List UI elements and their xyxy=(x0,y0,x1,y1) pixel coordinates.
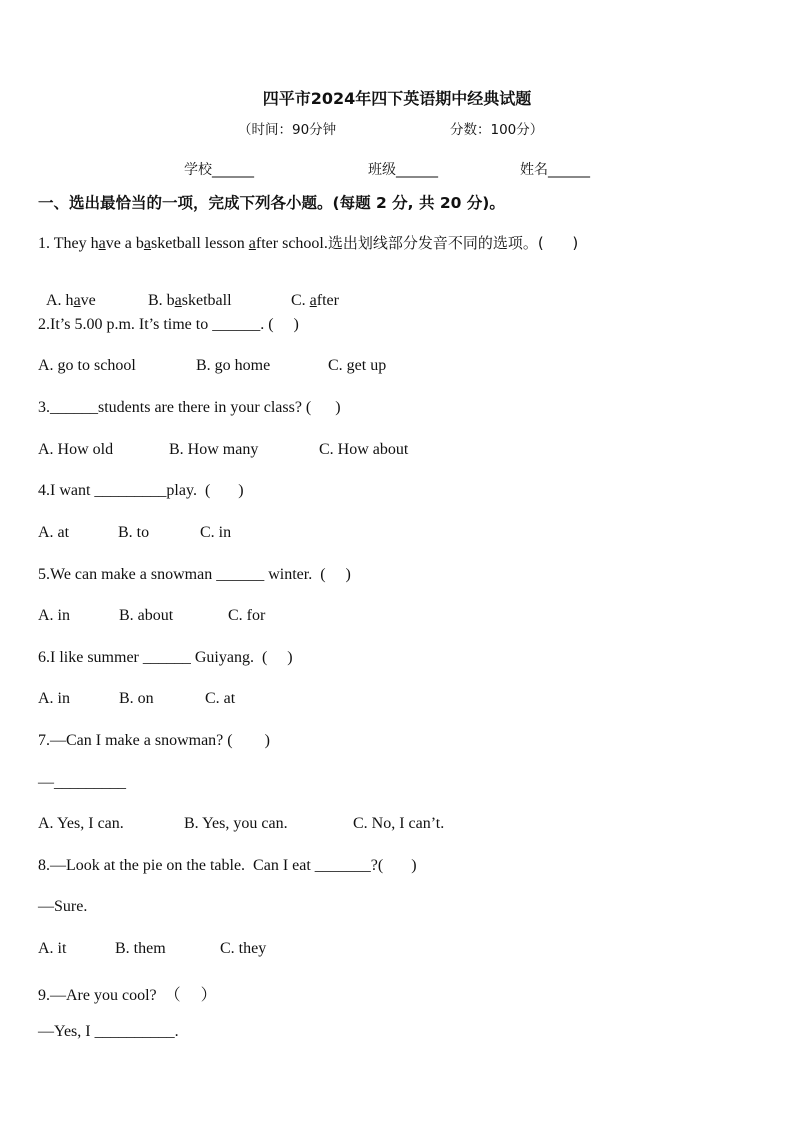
question-1-options xyxy=(38,274,339,310)
question-5-options xyxy=(38,607,265,625)
question-5-stem: 5.We can make a snowman ______ winter. ( ) xyxy=(38,566,351,583)
question-7-options xyxy=(38,815,444,833)
exam-score: 分数：100分） xyxy=(450,122,544,138)
option-b[interactable]: B. them xyxy=(115,940,166,957)
question-3-options xyxy=(38,441,408,459)
option-a[interactable]: A. it xyxy=(38,940,67,957)
option-a[interactable]: A. have xyxy=(46,292,96,309)
question-7-answer-line: —_________ xyxy=(38,774,126,791)
option-c[interactable]: C. for xyxy=(228,607,266,624)
option-b[interactable]: B. Yes, you can. xyxy=(184,815,288,832)
option-b[interactable]: B. about xyxy=(119,607,174,624)
option-c[interactable]: C. after xyxy=(291,292,339,309)
option-a[interactable]: A. How old xyxy=(38,441,114,458)
option-b[interactable]: B. on xyxy=(119,690,154,707)
option-c[interactable]: C. they xyxy=(220,940,267,957)
exam-time: （时间：90分钟 xyxy=(238,122,337,138)
question-6-options xyxy=(38,690,235,708)
option-c[interactable]: C. No, I can’t. xyxy=(353,815,445,832)
option-c[interactable]: C. How about xyxy=(319,441,409,458)
option-a[interactable]: A. at xyxy=(38,524,70,541)
question-2-options xyxy=(38,357,386,375)
option-a[interactable]: A. in xyxy=(38,607,70,624)
question-1-stem: 1. They have a basketball lesson after school.选出划线部分发音不同的选项。( ) xyxy=(38,234,579,252)
question-9-stem: 9.—Are you cool? （ ） xyxy=(38,987,217,1004)
question-4-stem: 4.I want _________play. ( ) xyxy=(38,482,244,499)
question-3-stem: 3.______students are there in your class? ( ) xyxy=(38,399,341,416)
question-8-stem: 8.—Look at the pie on the table. Can I eat _______?( ) xyxy=(38,857,417,874)
question-4-options xyxy=(38,524,231,542)
option-b[interactable]: B. basketball xyxy=(148,292,232,309)
class-field[interactable]: 班级______ xyxy=(368,162,438,178)
question-8-options xyxy=(38,940,266,958)
question-9-reply: —Yes, I __________. xyxy=(38,1023,179,1040)
option-b[interactable]: B. How many xyxy=(169,441,259,458)
option-a[interactable]: A. go to school xyxy=(38,357,136,374)
question-6-stem: 6.I like summer ______ Guiyang. ( ) xyxy=(38,649,293,666)
option-b[interactable]: B. to xyxy=(118,524,150,541)
option-c[interactable]: C. get up xyxy=(328,357,387,374)
question-8-reply: —Sure. xyxy=(38,898,88,915)
option-b[interactable]: B. go home xyxy=(196,357,271,374)
option-c[interactable]: C. in xyxy=(200,524,232,541)
option-a[interactable]: A. in xyxy=(38,690,70,707)
question-2-stem: 2.It’s 5.00 p.m. It’s time to ______. ( ) xyxy=(38,316,299,333)
exam-title: 四平市2024年四下英语期中经典试题 xyxy=(262,89,532,108)
name-field[interactable]: 姓名______ xyxy=(520,162,590,178)
question-7-stem: 7.—Can I make a snowman? ( ) xyxy=(38,732,270,749)
option-a[interactable]: A. Yes, I can. xyxy=(38,815,124,832)
section-heading: 一、选出最恰当的一项，完成下列各小题。(每题 2 分, 共 20 分)。 xyxy=(38,194,505,212)
option-c[interactable]: C. at xyxy=(205,690,236,707)
school-field[interactable]: 学校______ xyxy=(184,162,254,178)
